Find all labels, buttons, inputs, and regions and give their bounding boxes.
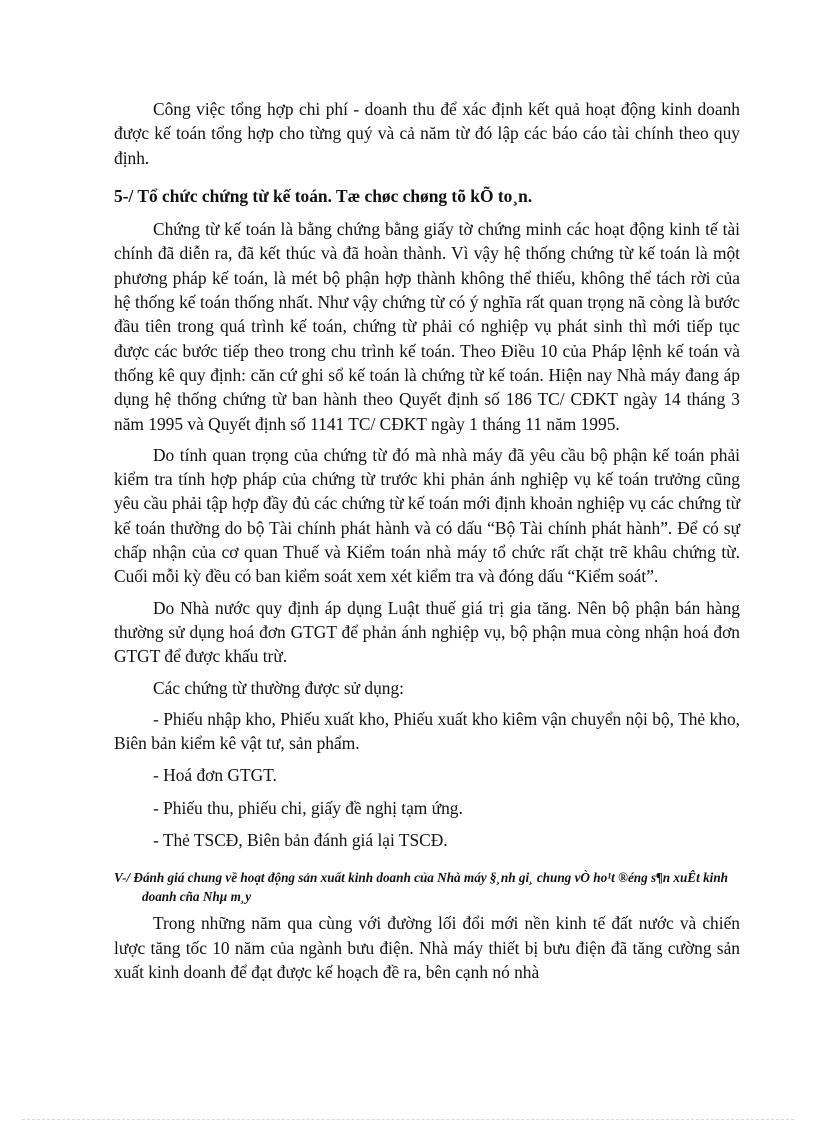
section-heading-general-assessment: V-/ Đánh giá chung về hoạt động sản xuất kinh doanh của Nhà máy §¸nh gi¸ chung vÒ ho¹t ®éng s¶n xuÊt kinh doanh cña Nhµ m¸y — [114, 870, 728, 905]
paragraph-assessment-intro: Trong những năm qua cùng với đường lối đổi mới nền kinh tế đất nước và chiến lược tăng tốc 10 năm của ngành bưu điện. Nhà máy thiết bị bưu điện đã tăng cường sản xuất kinh doanh để đạt được kế hoạch đề ra, bên cạnh nó nhà — [114, 913, 740, 982]
list-item: - Thẻ TSCĐ, Biên bản đánh giá lại TSCĐ. — [153, 830, 448, 851]
paragraph-voucher-list-intro: Các chứng từ thường được sử dụng: — [153, 677, 404, 698]
section-heading-accounting-vouchers: 5-/ Tổ chức chứng từ kế toán. Tæ chøc chøng tõ kÕ to¸n. — [114, 185, 533, 206]
paragraph-summary: Công việc tổng hợp chi phí - doanh thu để xác định kết quả hoạt động kinh doanh được kế toán tổng hợp cho từng quý và cả năm từ đó lập các báo cáo tài chính theo quy định. — [114, 99, 740, 168]
paragraph-vouchers-importance: Do tính quan trọng của chứng từ đó mà nhà máy đã yêu cầu bộ phận kế toán phải kiểm tra tính hợp pháp của chứng từ trước khi phản ánh nghiệp vụ kế toán trưởng cũng yêu cầu phải tập hợp đầy đủ các chứng từ kế toán mới định khoản nghiệp vụ các chứng từ kế toán thường do bộ Tài chính phát hành và có dấu “Bộ Tài chính phát hành”. Để có sự chấp nhận của cơ quan Thuế và Kiểm toán nhà máy tổ chức rất chặt trẽ khâu chứng từ. Cuối mỗi kỳ đều có ban kiểm soát xem xét kiểm tra và đóng dấu “Kiểm soát”. — [114, 444, 740, 587]
document-body — [114, 97, 740, 991]
paragraph-vouchers-definition: Chứng từ kế toán là bằng chứng bằng giấy tờ chứng minh các hoạt động kinh tế tài chính đã diễn ra, đã kết thúc và đã hoàn thành. Vì vậy hệ thống chứng từ kế toán là một phương pháp kế toán, là mét bộ phận hợp thành không thể thiếu, không thể tách rời của hệ thống kế toán thống nhất. Như vậy chứng từ có ý nghĩa rất quan trọng nã còng là bước đầu tiên trong quá trình kế toán, chứng từ phải có nghiệp vụ phát sinh thì mới tiếp tục được các bước tiếp theo trong chu trình kế toán. Theo Điều 10 của Pháp lệnh kế toán và thống kê quy định: căn cứ ghi sổ kế toán là chứng từ kế toán. Hiện nay Nhà máy đang áp dụng hệ thống chứng từ ban hành theo Quyết định số 186 TC/ CĐKT ngày 14 tháng 3 năm 1995 và Quyết định số 1141 TC/ CĐKT ngày 1 tháng 11 năm 1995. — [114, 219, 740, 434]
list-item: - Phiếu nhập kho, Phiếu xuất kho, Phiếu xuất kho kiêm vận chuyển nội bộ, Thẻ kho, Biên bản kiểm kê vật tư, sản phẩm. — [114, 708, 740, 754]
paragraph-vat-regulation: Do Nhà nước quy định áp dụng Luật thuế giá trị gia tăng. Nên bộ phận bán hàng thường sử dụng hoá đơn GTGT để phản ánh nghiệp vụ, bộ phận mua còng nhận hoá đơn GTGT để được khấu trừ. — [114, 597, 740, 667]
list-item: - Phiếu thu, phiếu chi, giấy đề nghị tạm ứng. — [153, 797, 463, 818]
page-bottom-divider — [22, 1119, 794, 1120]
list-item: - Hoá đơn GTGT. — [153, 765, 277, 786]
